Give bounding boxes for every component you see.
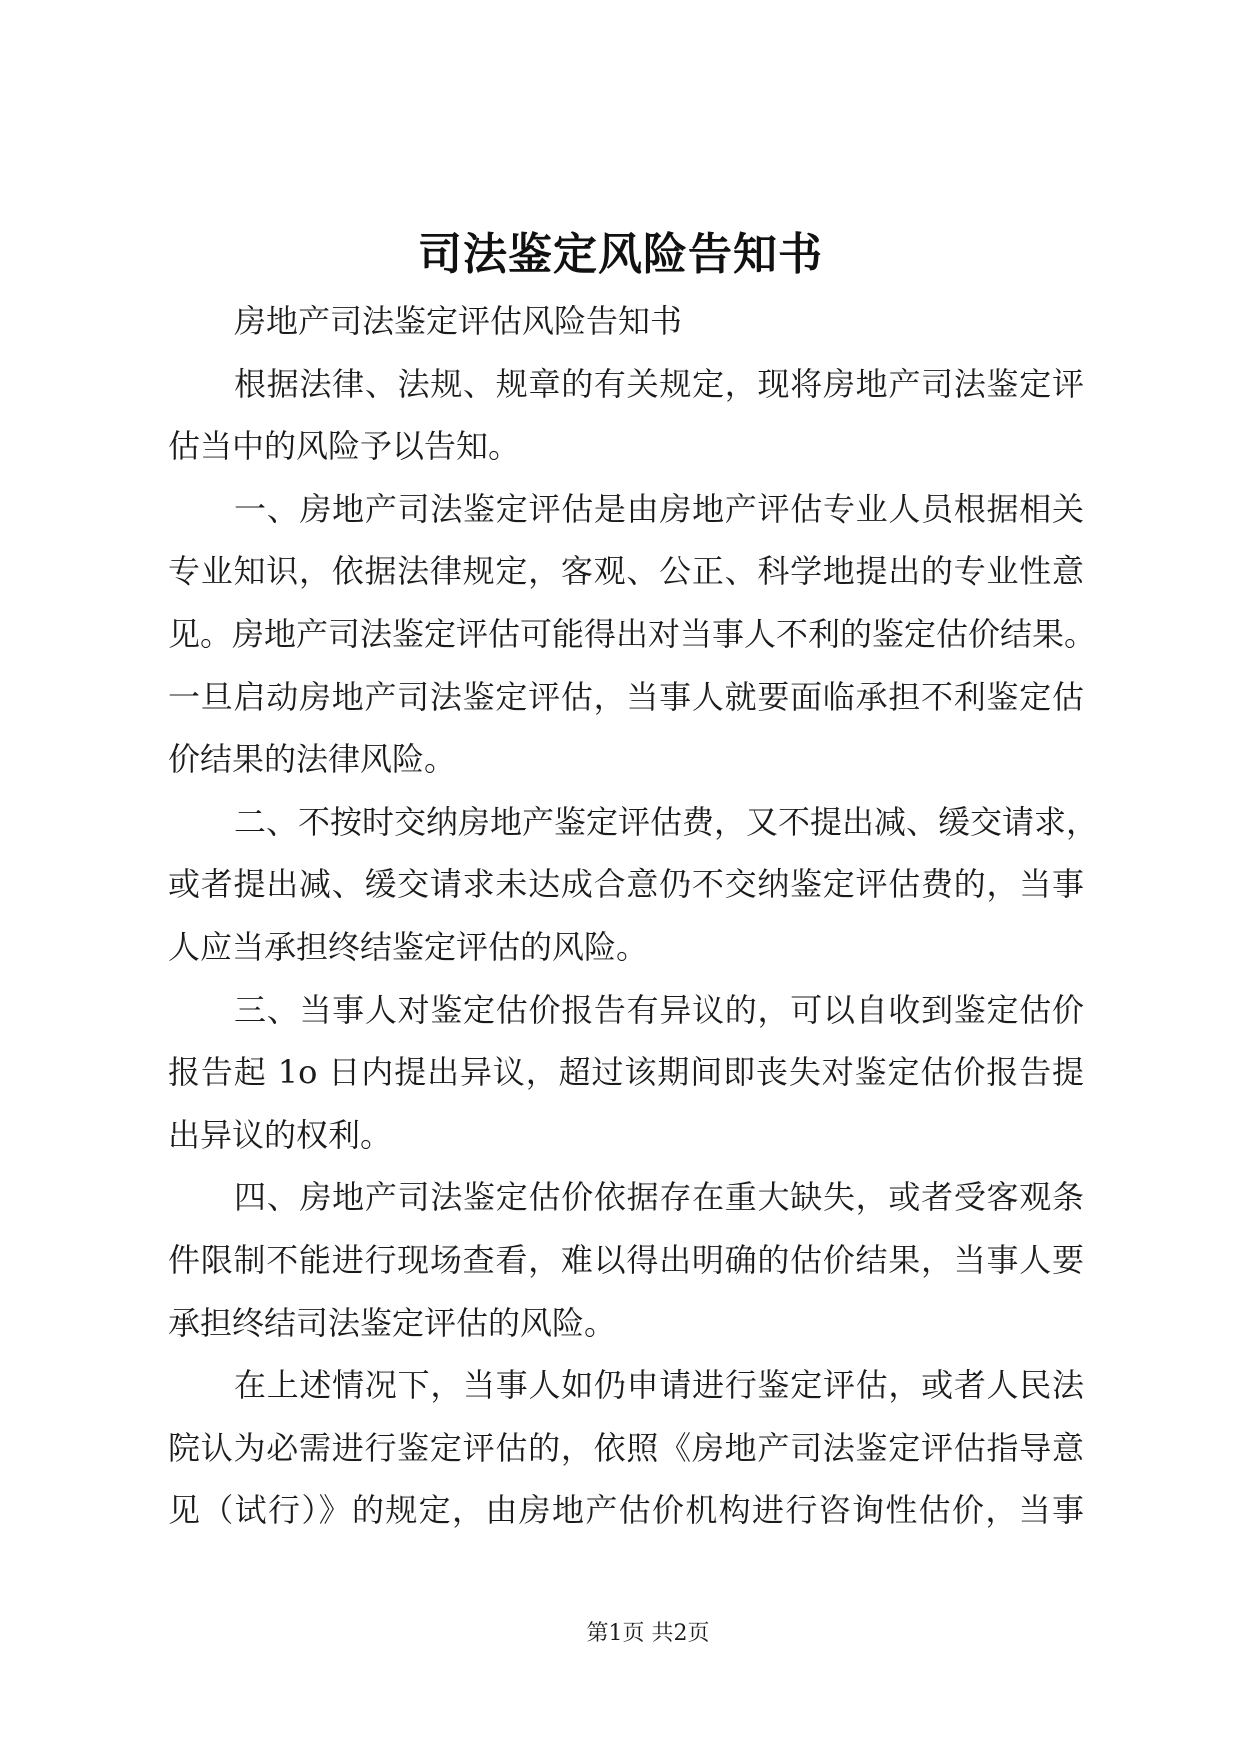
text-line: 人应当承担终结鉴定评估的风险。 — [168, 927, 649, 966]
text-line: 专业知识，依据法律规定，客观、公正、科学地提出的专业性意 — [168, 552, 1084, 591]
text-line: 估当中的风险予以告知。 — [168, 427, 521, 466]
text-line: 承担终结司法鉴定评估的风险。 — [168, 1303, 617, 1342]
text-line: 三、当事人对鉴定估价报告有异议的，可以自收到鉴定估价 — [234, 990, 1084, 1029]
paragraph — [168, 478, 1097, 791]
document-title: 司法鉴定风险告知书 — [418, 229, 823, 280]
text-line: 二、不按时交纳房地产鉴定评估费，又不提出减、缓交请求， — [234, 802, 1099, 841]
text-line: 件限制不能进行现场查看，难以得出明确的估价结果，当事人要 — [168, 1240, 1084, 1279]
paragraph — [168, 791, 1099, 979]
paragraph — [168, 353, 1084, 478]
text-line: 见。房地产司法鉴定评估可能得出对当事人不利的鉴定估价结果。 — [168, 614, 1097, 653]
paragraph — [168, 1166, 1084, 1354]
paragraph — [168, 1354, 1084, 1542]
paragraph — [168, 290, 1084, 353]
text-line: 报告起 1o 日内提出异议，超过该期间即丧失对鉴定估价报告提 — [168, 1053, 1084, 1092]
text-line: 在上述情况下，当事人如仍申请进行鉴定评估，或者人民法 — [234, 1366, 1084, 1405]
text-line: 一旦启动房地产司法鉴定评估，当事人就要面临承担不利鉴定估 — [168, 677, 1084, 716]
text-line: 一、房地产司法鉴定评估是由房地产评估专业人员根据相关 — [234, 489, 1084, 528]
text-line: 根据法律、法规、规章的有关规定，现将房地产司法鉴定评 — [234, 364, 1084, 403]
page-footer: 第1页 共2页 — [586, 1621, 710, 1646]
text-line: 价结果的法律风险。 — [168, 740, 457, 779]
document-body — [168, 290, 1099, 1542]
text-line: 或者提出减、缓交请求未达成合意仍不交纳鉴定评估费的，当事 — [168, 865, 1084, 904]
paragraph — [168, 979, 1084, 1167]
text-line: 四、房地产司法鉴定估价依据存在重大缺失，或者受客观条 — [234, 1178, 1084, 1217]
text-line: 见（试行）》的规定，由房地产估价机构进行咨询性估价，当事 — [168, 1491, 1084, 1530]
text-line: 出异议的权利。 — [168, 1115, 393, 1154]
text-line: 房地产司法鉴定评估风险告知书 — [234, 302, 683, 340]
text-line: 院认为必需进行鉴定评估的，依照《房地产司法鉴定评估指导意 — [168, 1428, 1084, 1467]
